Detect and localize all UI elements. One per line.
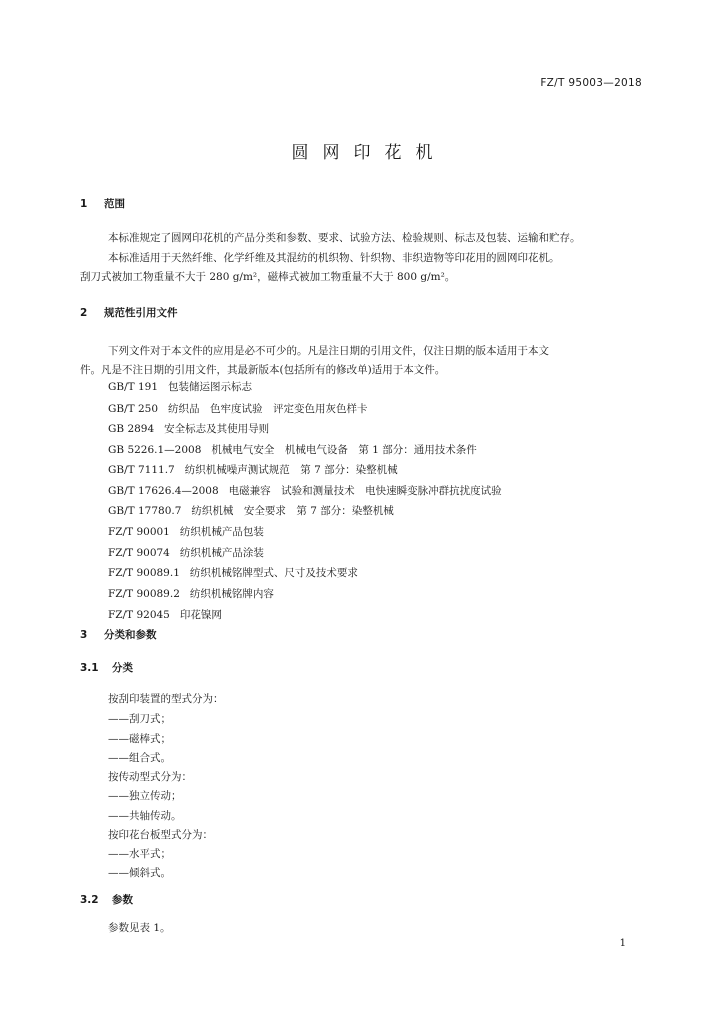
reference-title: 电磁兼容 试验和测量技术 电快速瞬变脉冲群抗扰度试验: [228, 485, 502, 497]
reference-title: 纺织品 色牢度试验 评定变色用灰色样卡: [168, 403, 368, 415]
reference-item: [108, 607, 222, 622]
reference-code: GB 5226.1—2008: [108, 444, 202, 456]
reference-code: FZ/T 90074: [108, 547, 170, 559]
reference-code: FZ/T 90001: [108, 526, 170, 538]
section-title: 分类和参数: [104, 629, 157, 641]
section-title: 参数: [112, 894, 133, 906]
reference-item: [108, 586, 274, 601]
scope-paragraph-2-line-1: 本标准适用于天然纤维、化学纤维及其混纺的机织物、针织物、非织造物等印花用的圆网印花机。: [108, 252, 560, 264]
standard-number: FZ/T 95003—2018: [540, 77, 642, 89]
section-2-heading: [80, 305, 178, 320]
section-3-1-heading: [80, 660, 133, 675]
classification-line: ——组合式。: [108, 752, 171, 764]
reference-title: 安全标志及其使用导则: [164, 423, 270, 435]
reference-title: 印花镍网: [179, 609, 222, 621]
reference-item: [108, 379, 252, 394]
reference-title: 纺织机械产品涂装: [179, 547, 264, 559]
classification-line: 按印花台板型式分为：: [108, 829, 213, 841]
reference-item: [108, 565, 358, 580]
page-number: 1: [619, 938, 626, 949]
section-number: 3: [80, 629, 88, 641]
scope-paragraph-1: 本标准规定了圆网印花机的产品分类和参数、要求、试验方法、检验规则、标志及包装、运输和贮存。: [108, 232, 581, 244]
section-number: 3.1: [80, 662, 99, 674]
reference-item: [108, 421, 269, 436]
normative-intro-line-1: 下列文件对于本文件的应用是必不可少的。凡是注日期的引用文件，仅注日期的版本适用于本文: [108, 345, 549, 357]
reference-item: [108, 483, 502, 498]
section-title: 范围: [104, 198, 125, 210]
reference-code: FZ/T 90089.2: [108, 588, 180, 600]
section-3-heading: [80, 627, 157, 642]
reference-title: 纺织机械产品包装: [179, 526, 264, 538]
reference-code: FZ/T 92045: [108, 609, 170, 621]
reference-code: GB/T 17780.7: [108, 505, 182, 517]
section-1-heading: [80, 196, 125, 211]
reference-item: [108, 524, 264, 539]
reference-code: GB/T 17626.4—2008: [108, 485, 219, 497]
section-title: 规范性引用文件: [104, 307, 178, 319]
reference-item: [108, 503, 394, 518]
section-number: 3.2: [80, 894, 99, 906]
reference-title: 包装储运图示标志: [168, 381, 253, 393]
reference-item: [108, 401, 368, 416]
parameters-text: 参数见表 1。: [108, 922, 171, 934]
normative-intro-line-2: 件。凡是不注日期的引用文件，其最新版本(包括所有的修改单)适用于本文件。: [80, 364, 446, 376]
classification-line: ——倾斜式。: [108, 867, 171, 879]
section-3-2-heading: [80, 892, 133, 907]
section-number: 1: [80, 198, 88, 210]
classification-line: 按传动型式分为：: [108, 771, 192, 783]
reference-code: GB 2894: [108, 423, 155, 435]
reference-title: 纺织机械铭牌型式、尺寸及技术要求: [189, 567, 358, 579]
reference-item: [108, 545, 264, 560]
reference-code: FZ/T 90089.1: [108, 567, 180, 579]
reference-title: 纺织机械铭牌内容: [189, 588, 274, 600]
classification-line: ——磁棒式；: [108, 733, 171, 745]
classification-line: ——独立传动；: [108, 790, 182, 802]
reference-title: 纺织机械 安全要求 第 7 部分：染整机械: [191, 505, 394, 517]
reference-code: GB/T 7111.7: [108, 464, 175, 476]
section-number: 2: [80, 307, 88, 319]
reference-item: [108, 442, 477, 457]
scope-paragraph-2-line-2: 刮刀式被加工物重量不大于 280 g/m²，磁棒式被加工物重量不大于 800 g/m²。: [80, 271, 456, 283]
reference-item: [108, 462, 398, 477]
reference-code: GB/T 250: [108, 403, 159, 415]
reference-title: 纺织机械噪声测试规范 第 7 部分：染整机械: [184, 464, 398, 476]
classification-line: 按刮印装置的型式分为：: [108, 693, 224, 705]
reference-title: 机械电气安全 机械电气设备 第 1 部分：通用技术条件: [211, 444, 477, 456]
page-title: 圆网印花机: [291, 143, 447, 163]
classification-line: ——共轴传动。: [108, 810, 182, 822]
classification-line: ——刮刀式；: [108, 713, 171, 725]
reference-code: GB/T 191: [108, 381, 159, 393]
section-title: 分类: [112, 662, 133, 674]
classification-line: ——水平式；: [108, 848, 171, 860]
